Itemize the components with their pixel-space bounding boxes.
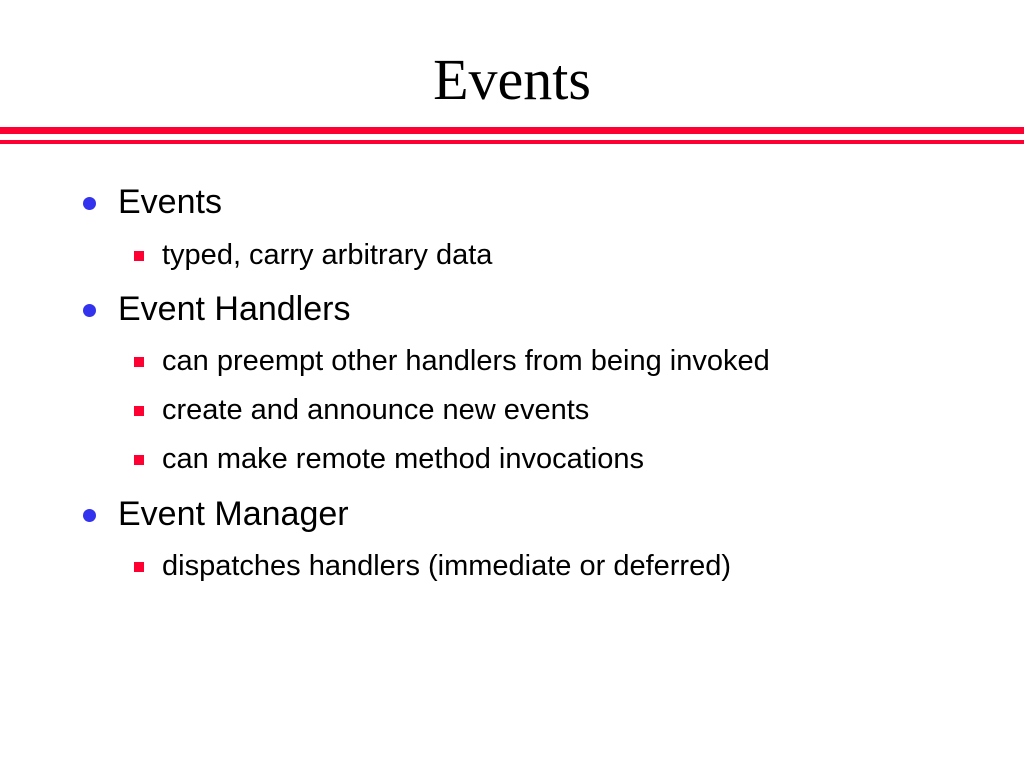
sub-bullet-item: [162, 548, 731, 584]
bullet-dot-icon: [83, 304, 96, 317]
square-bullet-icon: [134, 455, 144, 465]
sub-bullet-label: typed, carry arbitrary data: [162, 239, 493, 271]
bullet-item-event-manager: [118, 494, 349, 534]
sub-bullet-item: [162, 343, 770, 379]
sub-bullet-item: [162, 237, 492, 273]
bullet-label: Event Manager: [118, 495, 349, 533]
sub-bullet-label: create and announce new events: [162, 394, 590, 426]
sub-bullet-label: can make remote method invocations: [162, 443, 644, 475]
sub-bullet-label: dispatches handlers (immediate or deferred): [162, 550, 731, 582]
bullet-item-event-handlers: [118, 289, 350, 329]
slide-title: Events: [433, 47, 591, 112]
square-bullet-icon: [134, 357, 144, 367]
sub-bullet-label: can preempt other handlers from being invoked: [162, 345, 770, 377]
bullet-label: Events: [118, 183, 222, 221]
square-bullet-icon: [134, 251, 144, 261]
square-bullet-icon: [134, 406, 144, 416]
bullet-dot-icon: [83, 509, 96, 522]
square-bullet-icon: [134, 562, 144, 572]
bullet-label: Event Handlers: [118, 290, 351, 328]
sub-bullet-item: [162, 392, 589, 428]
sub-bullet-item: [162, 441, 644, 477]
bullet-item-events: [118, 182, 222, 222]
bullet-dot-icon: [83, 197, 96, 210]
